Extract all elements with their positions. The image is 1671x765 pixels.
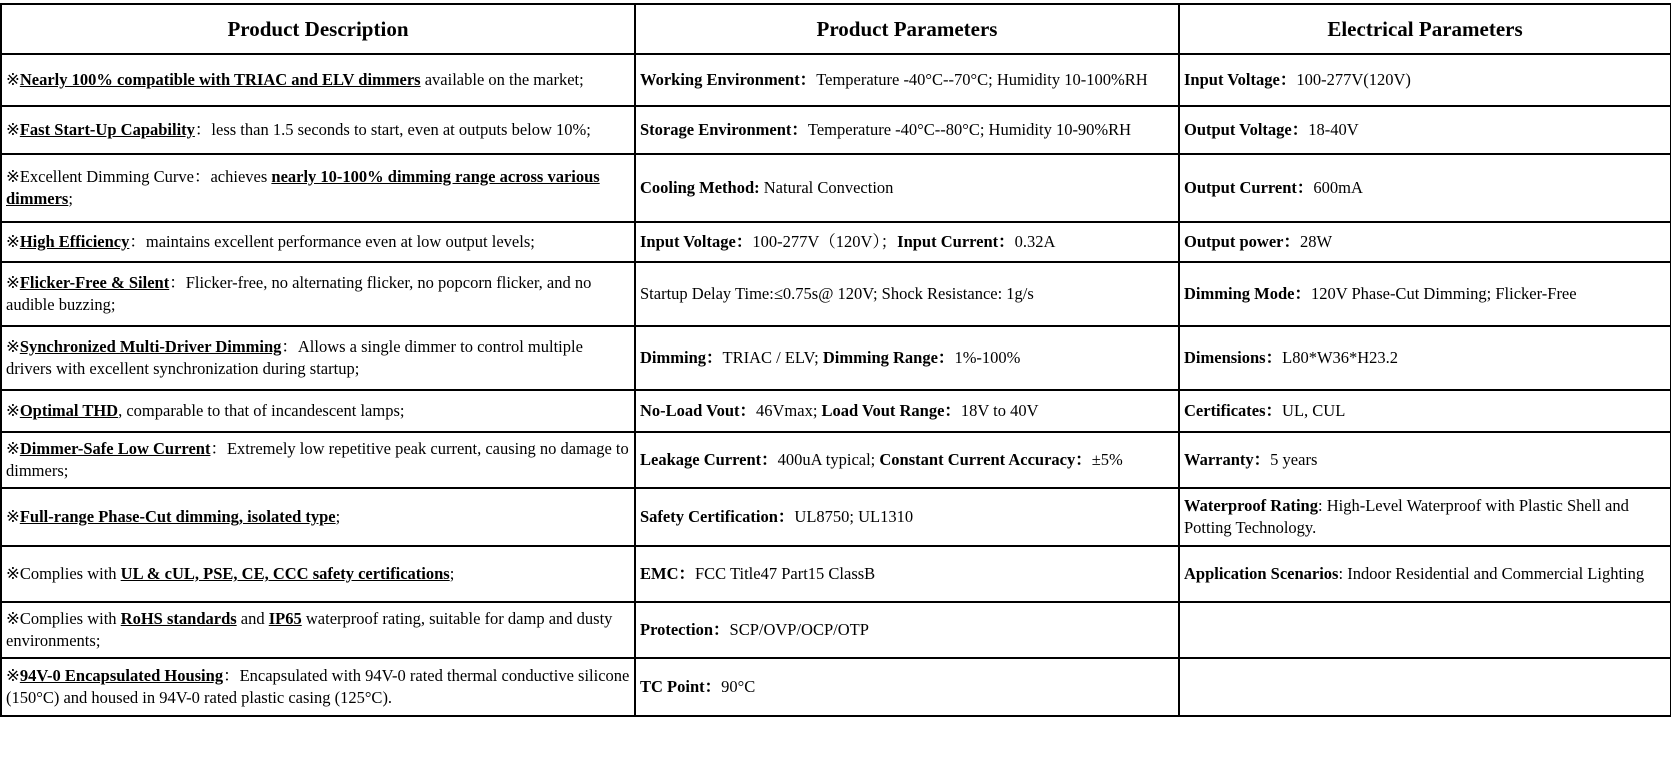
feature-title: RoHS standards bbox=[120, 609, 237, 628]
feature-title: Synchronized Multi-Driver Dimming bbox=[19, 337, 282, 356]
parameter-value: SCP/OVP/OCP/OTP bbox=[729, 620, 869, 639]
table-row bbox=[1, 326, 1671, 390]
product-parameter-cell bbox=[635, 390, 1179, 432]
parameter-label: Load Vout Range： bbox=[821, 401, 961, 420]
reference-mark: ※ bbox=[6, 666, 20, 685]
table-row bbox=[1, 54, 1671, 106]
description-cell bbox=[1, 106, 635, 154]
header-product-description: Product Description bbox=[1, 4, 635, 54]
parameter-value: 400uA typical; bbox=[777, 450, 876, 469]
table-row bbox=[1, 546, 1671, 602]
feature-title: Full-range Phase-Cut dimming, isolated type bbox=[19, 507, 336, 526]
description-cell bbox=[1, 262, 635, 326]
electrical-parameter-cell bbox=[1179, 488, 1671, 546]
parameter-label: Output Voltage： bbox=[1184, 120, 1309, 139]
description-cell bbox=[1, 602, 635, 658]
feature-title: High Efficiency bbox=[19, 232, 130, 251]
table-row bbox=[1, 222, 1671, 262]
electrical-parameter-cell bbox=[1179, 54, 1671, 106]
header-electrical-parameters: Electrical Parameters bbox=[1179, 4, 1671, 54]
parameter-value: 5 years bbox=[1270, 450, 1318, 469]
feature-title: 94V-0 Encapsulated Housing bbox=[19, 666, 224, 685]
parameter-label: Storage Environment： bbox=[640, 120, 808, 139]
parameter-value: ±5% bbox=[1091, 450, 1123, 469]
description-cell bbox=[1, 54, 635, 106]
product-parameter-cell bbox=[635, 432, 1179, 488]
feature-title: Optimal THD bbox=[19, 401, 119, 420]
electrical-parameter-cell-empty bbox=[1179, 658, 1671, 716]
parameter-label: Working Environment： bbox=[640, 70, 817, 89]
reference-mark: ※ bbox=[6, 167, 20, 186]
reference-mark: ※ bbox=[6, 70, 20, 89]
description-cell bbox=[1, 154, 635, 222]
feature-text: ; bbox=[68, 189, 73, 208]
parameter-value: : Indoor Residential and Commercial Lighting bbox=[1338, 564, 1645, 583]
parameter-label: TC Point： bbox=[640, 677, 722, 696]
reference-mark: ※ bbox=[6, 507, 20, 526]
product-parameter-cell bbox=[635, 326, 1179, 390]
reference-mark: ※ bbox=[6, 337, 20, 356]
parameter-value: 100-277V（120V）； bbox=[752, 232, 898, 251]
electrical-parameter-cell bbox=[1179, 262, 1671, 326]
table-row bbox=[1, 432, 1671, 488]
parameter-label: No-Load Vout： bbox=[640, 401, 756, 420]
parameter-value: 600mA bbox=[1313, 178, 1363, 197]
header-row bbox=[1, 4, 1671, 54]
parameter-value: L80*W36*H23.2 bbox=[1282, 348, 1399, 367]
product-parameter-cell bbox=[635, 658, 1179, 716]
spec-table bbox=[0, 3, 1671, 717]
parameter-label: Waterproof Rating bbox=[1184, 496, 1318, 515]
reference-mark: ※ bbox=[6, 232, 20, 251]
reference-mark: ※ bbox=[6, 273, 20, 292]
parameter-label: Warranty： bbox=[1184, 450, 1271, 469]
product-parameter-cell bbox=[635, 546, 1179, 602]
parameter-label: Input Current： bbox=[897, 232, 1015, 251]
reference-mark: ※ bbox=[6, 609, 20, 628]
feature-title: Fast Start-Up Capability bbox=[19, 120, 195, 139]
parameter-value: 46Vmax; bbox=[756, 401, 818, 420]
parameter-value: Temperature -40°C--80°C; Humidity 10-90%RH bbox=[807, 120, 1132, 139]
description-cell bbox=[1, 546, 635, 602]
product-parameter-cell bbox=[635, 222, 1179, 262]
description-cell bbox=[1, 432, 635, 488]
description-cell bbox=[1, 326, 635, 390]
feature-text: ：Extremely low repetitive peak current, causing no damage to dimmers; bbox=[6, 439, 629, 480]
parameter-label: Output power： bbox=[1184, 232, 1300, 251]
electrical-parameter-cell bbox=[1179, 154, 1671, 222]
table-row bbox=[1, 262, 1671, 326]
product-parameter-cell bbox=[635, 262, 1179, 326]
parameter-label: Dimming Mode： bbox=[1184, 284, 1311, 303]
feature-text: Excellent Dimming Curve：achieves bbox=[19, 167, 272, 186]
electrical-parameter-cell-empty bbox=[1179, 602, 1671, 658]
feature-text: ：Encapsulated with 94V-0 rated thermal conductive silicone (150°C) and housed in 94V-0 rated plastic casing (125°C). bbox=[6, 666, 630, 707]
parameter-value: UL, CUL bbox=[1282, 401, 1346, 420]
parameter-label: Protection： bbox=[640, 620, 730, 639]
parameter-label: Safety Certification： bbox=[640, 507, 795, 526]
header-product-parameters: Product Parameters bbox=[635, 4, 1179, 54]
electrical-parameter-cell bbox=[1179, 432, 1671, 488]
feature-text: Complies with bbox=[19, 564, 121, 583]
feature-title: nearly 10-100% dimming range across various dimmers bbox=[6, 167, 600, 208]
parameter-value: FCC Title47 Part15 ClassB bbox=[695, 564, 876, 583]
table-row bbox=[1, 602, 1671, 658]
table-row bbox=[1, 488, 1671, 546]
electrical-parameter-cell bbox=[1179, 106, 1671, 154]
electrical-parameter-cell bbox=[1179, 390, 1671, 432]
description-cell bbox=[1, 488, 635, 546]
parameter-label: Dimensions： bbox=[1184, 348, 1283, 367]
feature-text: ; bbox=[335, 507, 341, 526]
product-parameter-cell bbox=[635, 488, 1179, 546]
electrical-parameter-cell bbox=[1179, 326, 1671, 390]
parameter-label: Cooling Method: bbox=[640, 178, 760, 197]
parameter-value: Temperature -40°C--70°C; Humidity 10-100%RH bbox=[816, 70, 1148, 89]
feature-text: ：maintains excellent performance even at low output levels; bbox=[129, 232, 535, 251]
feature-title: IP65 bbox=[268, 609, 302, 628]
parameter-value: 18-40V bbox=[1308, 120, 1359, 139]
product-parameter-cell bbox=[635, 54, 1179, 106]
parameter-label: Leakage Current： bbox=[640, 450, 778, 469]
table-row bbox=[1, 154, 1671, 222]
parameter-label: Input Voltage： bbox=[1184, 70, 1297, 89]
parameter-value: Natural Convection bbox=[759, 178, 894, 197]
parameter-label: EMC： bbox=[640, 564, 695, 583]
parameter-value: Startup Delay Time:≤0.75s@ 120V; Shock Resistance: 1g/s bbox=[640, 284, 1034, 303]
feature-title: Nearly 100% compatible with TRIAC and ELV dimmers bbox=[19, 70, 421, 89]
feature-title: UL & cUL, PSE, CE, CCC safety certifications bbox=[120, 564, 450, 583]
feature-text: , comparable to that of incandescent lamps; bbox=[118, 401, 405, 420]
product-parameter-cell bbox=[635, 154, 1179, 222]
electrical-parameter-cell bbox=[1179, 546, 1671, 602]
parameter-value: 0.32A bbox=[1014, 232, 1056, 251]
description-cell bbox=[1, 658, 635, 716]
feature-title: Flicker-Free & Silent bbox=[19, 273, 170, 292]
table-row bbox=[1, 106, 1671, 154]
parameter-label: Constant Current Accuracy： bbox=[879, 450, 1092, 469]
reference-mark: ※ bbox=[6, 120, 20, 139]
reference-mark: ※ bbox=[6, 439, 20, 458]
parameter-label: Input Voltage： bbox=[640, 232, 753, 251]
parameter-label: Dimming： bbox=[640, 348, 723, 367]
reference-mark: ※ bbox=[6, 401, 20, 420]
parameter-label: Certificates： bbox=[1184, 401, 1283, 420]
parameter-label: Output Current： bbox=[1184, 178, 1314, 197]
parameter-label: Application Scenarios bbox=[1184, 564, 1339, 583]
parameter-value: : High-Level Waterproof with Plastic Shell and Potting Technology. bbox=[1184, 496, 1629, 537]
parameter-value: 90°C bbox=[721, 677, 756, 696]
feature-text: ：less than 1.5 seconds to start, even at outputs below 10%; bbox=[194, 120, 591, 139]
feature-text: ：Flicker-free, no alternating flicker, no popcorn flicker, and no audible buzzing; bbox=[6, 273, 592, 314]
feature-title: Dimmer-Safe Low Current bbox=[19, 439, 211, 458]
product-parameter-cell bbox=[635, 602, 1179, 658]
parameter-value: 28W bbox=[1299, 232, 1333, 251]
parameter-value: 1%-100% bbox=[954, 348, 1021, 367]
feature-text: Complies with bbox=[19, 609, 121, 628]
product-parameter-cell bbox=[635, 106, 1179, 154]
reference-mark: ※ bbox=[6, 564, 20, 583]
parameter-label: Dimming Range： bbox=[822, 348, 955, 367]
feature-text: ; bbox=[449, 564, 455, 583]
feature-text: available on the market; bbox=[420, 70, 584, 89]
electrical-parameter-cell bbox=[1179, 222, 1671, 262]
table-row bbox=[1, 658, 1671, 716]
description-cell bbox=[1, 222, 635, 262]
description-cell bbox=[1, 390, 635, 432]
table-row bbox=[1, 390, 1671, 432]
feature-text: and bbox=[236, 609, 269, 628]
parameter-value: UL8750; UL1310 bbox=[794, 507, 914, 526]
parameter-value: TRIAC / ELV; bbox=[722, 348, 819, 367]
parameter-value: 100-277V(120V) bbox=[1296, 70, 1411, 89]
parameter-value: 120V Phase-Cut Dimming; Flicker-Free bbox=[1310, 284, 1577, 303]
parameter-value: 18V to 40V bbox=[960, 401, 1039, 420]
feature-text: waterproof rating, suitable for damp and dusty environments; bbox=[6, 609, 613, 650]
feature-text: ：Allows a single dimmer to control multiple drivers with excellent synchronization during startup; bbox=[6, 337, 583, 378]
